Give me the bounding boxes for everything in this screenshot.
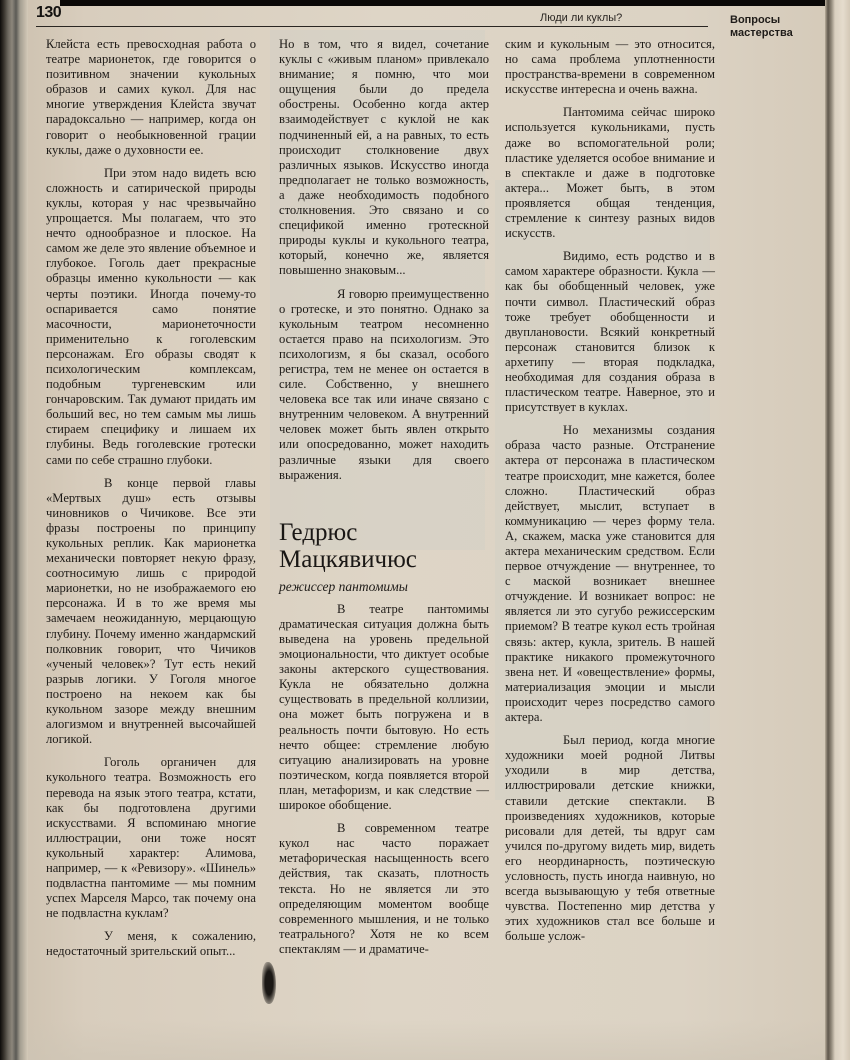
paragraph: В современном театре кукол нас часто поражает метафорическая насыщенность всего действия, так сказать, плотность текста. Но не является ли это определяющим моментом вообще современного мышления, и не только театрального? Хотя не ко всем спектаклям — и драматиче- <box>279 821 489 956</box>
ink-stain <box>262 962 276 1004</box>
paragraph: Но механизмы создания образа часто разные. Отстранение актера от персонажа в пластическом театре происходит, мне кажется, более сложно. Пластический образ действует, мыслит, вступает в коммуникацию — через форму тела. А, скажем, маска уже становится для актера механическим средством. Если первое отчуждение — внутреннее, то с маской возникает внешнее отчуждение. И возникает вопрос: не является ли это сугубо режиссерским приемом? В театре кукол есть тройная связь: актер, кукла, зритель. В нашей практике никакого промежуточного звена нет. И «овеществление» формы, материализация эмоции и мысли происходит через посредство самого актера. <box>505 423 715 725</box>
header-rule <box>36 26 708 27</box>
top-shadow <box>60 0 850 6</box>
author-heading <box>279 519 489 594</box>
paragraph: При этом надо видеть всю сложность и сатирической природы куклы, которая у нас чрезвычайно упрощается. Мы полагаем, что это нечто однообразное и плоское. На самом же деле это явление объемное и глубокое. Гоголь дает прекрасные образцы именно кукольности — как черты поэтики. Иногда почему-то оспаривается само понятие масочности, марионеточности применительно к гоголевским персонажам. Его образы сводят к психологическим комплексам, подобным тургеневским или гончаровским. Так думают придать им больший вес, но тем самым мы лишь стираем специфику и лишаем их глубины. Ведь гоголевские гротески сами по себе страшно глубоки. <box>46 165 256 467</box>
paragraph: Пантомима сейчас широко используется кукольниками, пусть даже во вспомогательной роли; пластике уделяется особое внимание и в спектакле и даже в подготовке актера... Может быть, в этом проявляется общая тенденция, стремление к синтезу разных видов искусств. <box>505 105 715 241</box>
text-column-2 <box>279 37 489 957</box>
author-name-line1: Гедрюс <box>279 518 358 546</box>
paragraph: У меня, к сожалению, недостаточный зрительский опыт... <box>46 929 256 959</box>
text-column-3 <box>505 37 715 944</box>
paragraph: ским и кукольным — это относится, но сама проблема уплотненности пространства-времени в современном искусстве интересна и очень важна. <box>505 37 715 97</box>
paragraph: Но в том, что я видел, сочетание куклы с «живым планом» привлекало внимание; я помню, что мои ощущения были до предела обострены. Особенно когда актер взаимодействует с куклой не как подчиненный ей, а на равных, то есть происходит столкновение двух различных языков. Искусство иногда предполагает не только возможность, а даже необходимость подобного столкновения. Это связано и со спецификой именно гротескной природы куклы и кукольного театра, который, конечно же, является повышенно знаковым... <box>279 37 489 278</box>
page-bottom-shadow <box>28 1020 825 1060</box>
paragraph: В конце первой главы «Мертвых душ» есть отзывы чиновников о Чичикове. Все эти фразы построены по принципу кукольных реплик. Как марионетка механически повторяет некую фразу, соотносимую лишь с природой марионетки, но не изображаемого ею персонажа. И в то же время мы замечаем неожиданную, мерцающую глубину. Почему именно жандармский полковник говорит, что Чичиков «ученый человек»? Тут есть некий разрыв логики. У Гоголя многое построено на некоем как бы кукольном зазоре между внешним алогизмом и внутренней высочайшей логикой. <box>46 475 256 747</box>
paragraph: В театре пантомимы драматическая ситуация должна быть выведена на уровень предельной эмоциональности, что диктует особые законы актерского существования. Кукла не обязательно должна существовать в предельной коллизии, она может быть погружена и в реальность почти бытовую. Но есть нечто общее: стремление любую ситуацию анализировать на уровне поэтическом, когда появляется второй план, метафоризм, и как следствие — широкое обобщение. <box>279 601 489 813</box>
author-role: режиссер пантомимы <box>279 578 408 594</box>
paragraph: Клейста есть превосходная работа о театре марионеток, где говорится о позитивном значении кукольных образов и самих кукол. Для нас многие утверждения Клейста звучат парадоксально — например, когда он говорит о необыкновенной грации куклы, даже о духовности ее. <box>46 37 256 157</box>
section-label <box>730 14 793 40</box>
page-number: 130 <box>36 4 62 21</box>
book-spine-edge-left <box>0 0 28 1060</box>
section-label-line1: Вопросы <box>730 14 781 26</box>
running-title: Люди ли куклы? <box>540 12 623 24</box>
book-page-edge-right <box>825 0 850 1060</box>
section-label-line2: мастерства <box>730 27 793 39</box>
paragraph: Я говорю преимущественно о гротеске, и это понятно. Однако за кукольным театром несомненно остается право на психологизм. Это психологизм, я бы сказал, особого регистра, тем не менее он остается в силе. Собственно, у внешнего человека все так или иначе связано с внутренним человеком. А внутренний человек может быть явлен открыто или опосредованно, может находить различные языки для своего выражения. <box>279 286 489 482</box>
paragraph: Был период, когда многие художники моей родной Литвы уходили в мир детства, иллюстрировали детские книжки, ставили детские спектакли. В произведениях художников, которые рисовали для детей, ты вдруг сам учился по-другому видеть мир, видеть его неординарность, поэтическую условность, пусть иногда наивную, но всегда вызывающую у тебя ответные чувства. Постепенно мир детства у этих художников стал все больше и больше услож- <box>505 733 715 944</box>
text-column-1 <box>46 37 256 960</box>
author-name-line2: Мацкявичюс <box>279 545 417 573</box>
paragraph: Видимо, есть родство и в самом характере образности. Кукла — как бы обобщенный человек, уже почти символ. Пластический образ тоже требует обобщенности и двуплановости. Всякий конкретный персонаж становится близок к архетипу — вторая подкладка, необходимая для создания образа в пластическом театре. Наверное, это и присутствует в куклах. <box>505 249 715 415</box>
paragraph: Гоголь органичен для кукольного театра. Возможность его перевода на язык этого театра, кстати, как бы подготовлена другими искусствами. Я вспоминаю многие иллюстрации, они тоже носят кукольный характер: Алимова, например, — к «Ревизору». «Шинель» подвластна пантомиме — мы помним успех Марселя Марсо, так почему она не подвластна куклам? <box>46 755 256 921</box>
